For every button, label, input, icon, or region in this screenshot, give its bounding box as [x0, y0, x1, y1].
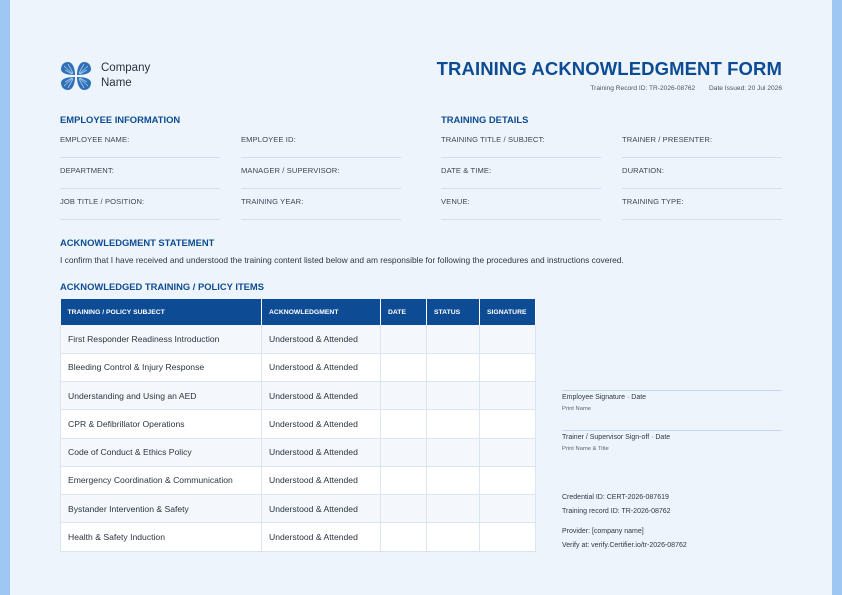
duration-label: DURATION: — [622, 166, 665, 175]
table-row — [61, 523, 536, 551]
items-heading: ACKNOWLEDGED TRAINING / POLICY ITEMS — [60, 281, 264, 292]
venue-field[interactable] — [441, 197, 601, 220]
row-subject: Code of Conduct & Ethics Policy — [61, 438, 262, 466]
training-year-label: TRAINING YEAR: — [241, 197, 304, 206]
row-subject: Bystander Intervention & Safety — [61, 495, 262, 523]
row-date-cell[interactable] — [381, 466, 427, 494]
row-status-cell[interactable] — [427, 353, 480, 381]
trainer-signature-line[interactable] — [562, 430, 782, 431]
job-title-label: JOB TITLE / POSITION: — [60, 197, 145, 206]
row-subject: Understanding and Using an AED — [61, 382, 262, 410]
row-ack: Understood & Attended — [262, 495, 381, 523]
col-status: STATUS — [427, 299, 480, 325]
date-issued: Date Issued: 20 Jul 2026 — [709, 85, 782, 92]
employee-signature-line[interactable] — [562, 390, 782, 391]
table-row — [61, 325, 536, 353]
employee-name-label: EMPLOYEE NAME: — [60, 135, 130, 144]
col-date: DATE — [381, 299, 427, 325]
company-logo — [60, 61, 150, 91]
training-items-table — [60, 299, 536, 552]
row-status-cell[interactable] — [427, 466, 480, 494]
col-subject: TRAINING / POLICY SUBJECT — [61, 299, 262, 325]
ack-statement-text: I confirm that I have received and understood the training content listed below and am responsible for following the procedures and instructions covered. — [60, 255, 624, 265]
form-sheet — [10, 0, 832, 595]
employee-print-name: Print Name — [562, 406, 591, 412]
row-date-cell[interactable] — [381, 495, 427, 523]
manager-field[interactable] — [241, 166, 401, 189]
date-time-field[interactable] — [441, 166, 601, 189]
duration-field[interactable] — [622, 166, 782, 189]
row-date-cell[interactable] — [381, 438, 427, 466]
table-row — [61, 353, 536, 381]
venue-label: VENUE: — [441, 197, 470, 206]
row-subject: Emergency Coordination & Communication — [61, 466, 262, 494]
row-ack: Understood & Attended — [262, 382, 381, 410]
training-type-field[interactable] — [622, 197, 782, 220]
table-row — [61, 382, 536, 410]
row-status-cell[interactable] — [427, 410, 480, 438]
department-field[interactable] — [60, 166, 220, 189]
row-ack: Understood & Attended — [262, 466, 381, 494]
manager-label: MANAGER / SUPERVISOR: — [241, 166, 340, 175]
row-signature-cell[interactable] — [480, 495, 536, 523]
employee-info-heading: EMPLOYEE INFORMATION — [60, 114, 181, 125]
table-row — [61, 438, 536, 466]
department-label: DEPARTMENT: — [60, 166, 114, 175]
row-signature-cell[interactable] — [480, 523, 536, 551]
clover-logo-icon — [60, 61, 92, 91]
company-name-line2: Name — [101, 77, 132, 89]
row-date-cell[interactable] — [381, 325, 427, 353]
company-name-line1: Company — [101, 62, 151, 74]
row-subject: First Responder Readiness Introduction — [61, 325, 262, 353]
date-time-label: DATE & TIME: — [441, 166, 492, 175]
verify-link[interactable]: Verify at: verify.Certifier.io/tr-2026-08762 — [562, 542, 687, 549]
row-ack: Understood & Attended — [262, 438, 381, 466]
row-status-cell[interactable] — [427, 523, 480, 551]
row-subject: Bleeding Control & Injury Response — [61, 353, 262, 381]
row-date-cell[interactable] — [381, 382, 427, 410]
row-signature-cell[interactable] — [480, 410, 536, 438]
trainer-print-name: Print Name & Title — [562, 446, 609, 452]
credential-id: Credential ID: CERT-2026-087619 — [562, 494, 669, 501]
row-signature-cell[interactable] — [480, 382, 536, 410]
row-signature-cell[interactable] — [480, 466, 536, 494]
form-title: TRAINING ACKNOWLEDGMENT FORM — [436, 58, 782, 79]
col-signature: SIGNATURE — [480, 299, 536, 325]
row-ack: Understood & Attended — [262, 410, 381, 438]
table-row — [61, 495, 536, 523]
trainer-field[interactable] — [622, 135, 782, 158]
employee-id-field[interactable] — [241, 135, 401, 158]
table-row — [61, 410, 536, 438]
row-subject: CPR & Defibrillator Operations — [61, 410, 262, 438]
row-date-cell[interactable] — [381, 353, 427, 381]
row-date-cell[interactable] — [381, 410, 427, 438]
trainer-label: TRAINER / PRESENTER: — [622, 135, 713, 144]
employee-id-label: EMPLOYEE ID: — [241, 135, 296, 144]
row-ack: Understood & Attended — [262, 325, 381, 353]
employee-signature-title: Employee Signature · Date — [562, 394, 647, 401]
row-signature-cell[interactable] — [480, 325, 536, 353]
row-ack: Understood & Attended — [262, 523, 381, 551]
employee-name-field[interactable] — [60, 135, 220, 158]
job-title-field[interactable] — [60, 197, 220, 220]
company-name — [101, 61, 150, 91]
trainer-signature-title: Trainer / Supervisor Sign-off · Date — [562, 434, 671, 441]
row-status-cell[interactable] — [427, 382, 480, 410]
training-type-label: TRAINING TYPE: — [622, 197, 684, 206]
row-date-cell[interactable] — [381, 523, 427, 551]
training-title-field[interactable] — [441, 135, 601, 158]
row-ack: Understood & Attended — [262, 353, 381, 381]
training-record-id: Training Record ID: TR-2026-08762 — [590, 85, 696, 92]
row-status-cell[interactable] — [427, 325, 480, 353]
record-meta — [590, 85, 782, 92]
col-acknowledgment: ACKNOWLEDGMENT — [262, 299, 381, 325]
row-signature-cell[interactable] — [480, 353, 536, 381]
training-details-heading: TRAINING DETAILS — [441, 114, 529, 125]
table-row — [61, 466, 536, 494]
row-status-cell[interactable] — [427, 495, 480, 523]
row-signature-cell[interactable] — [480, 438, 536, 466]
training-title-label: TRAINING TITLE / SUBJECT: — [441, 135, 545, 144]
provider: Provider: [company name] — [562, 528, 644, 535]
table-header-row — [61, 299, 536, 325]
training-year-field[interactable] — [241, 197, 401, 220]
row-subject: Health & Safety Induction — [61, 523, 262, 551]
ack-statement-heading: ACKNOWLEDGMENT STATEMENT — [60, 237, 215, 248]
row-status-cell[interactable] — [427, 438, 480, 466]
credential-record-id: Training record ID: TR-2026-08762 — [562, 508, 671, 515]
